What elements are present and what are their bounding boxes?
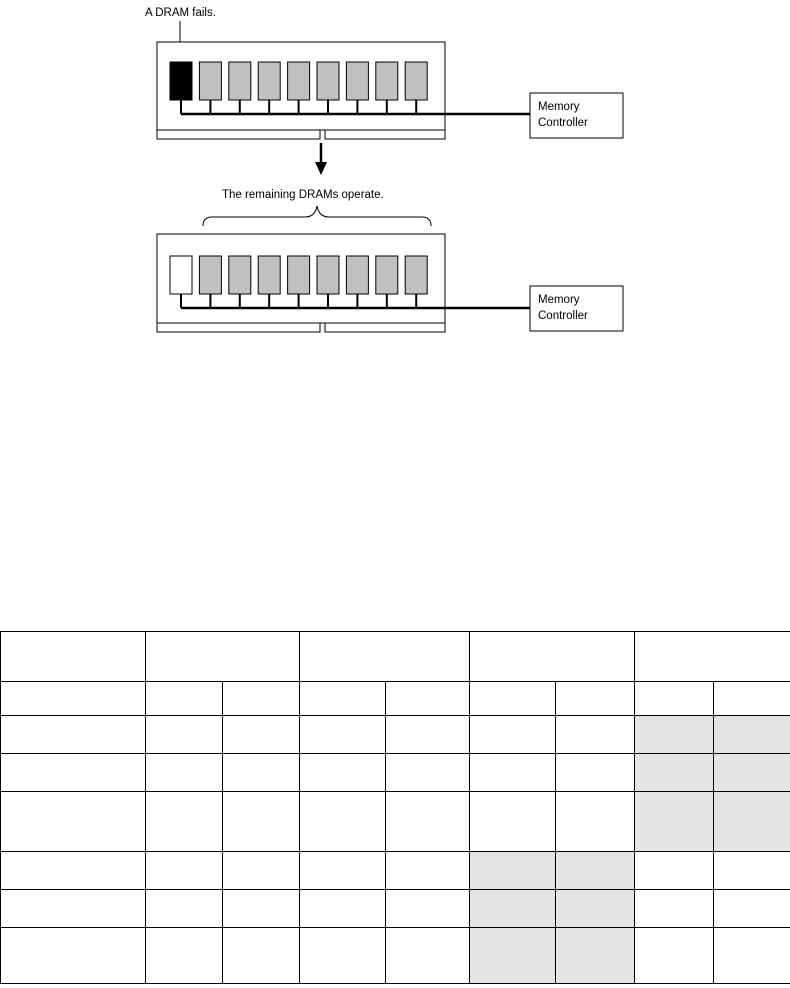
table-cell <box>556 682 635 716</box>
table-cell <box>470 890 556 928</box>
dram-chip-failed <box>170 62 192 100</box>
table-cell <box>223 928 300 984</box>
table-cell <box>223 682 300 716</box>
header-cell <box>146 632 300 682</box>
table-row <box>1 682 790 716</box>
table-cell <box>300 852 386 890</box>
dram-chip-ok <box>376 62 398 100</box>
table-cell <box>386 928 470 984</box>
table-row <box>1 792 790 852</box>
table-cell <box>146 716 223 754</box>
table-cell <box>146 754 223 792</box>
table-header-row <box>1 632 790 682</box>
table-row <box>1 852 790 890</box>
memory-controller-bottom <box>530 286 623 331</box>
header-cell <box>470 632 635 682</box>
memory-controller-label-line1: Memory <box>538 294 580 306</box>
table-cell <box>714 682 790 716</box>
table-cell <box>300 716 386 754</box>
dram-chip-ok <box>229 62 251 100</box>
dram-chip-ok <box>405 256 427 294</box>
table-cell <box>470 682 556 716</box>
dram-chip-ok <box>317 256 339 294</box>
dram-chip-ok <box>258 256 280 294</box>
table-cell <box>635 852 714 890</box>
table-cell <box>556 852 635 890</box>
table-cell <box>714 852 790 890</box>
table-cell <box>146 792 223 852</box>
table-cell <box>300 890 386 928</box>
table-cell <box>556 890 635 928</box>
header-cell <box>1 632 146 682</box>
memory-module-bottom <box>157 234 530 332</box>
table-cell <box>146 890 223 928</box>
dram-chip-ok <box>288 256 310 294</box>
table-row <box>1 716 790 754</box>
table-cell <box>1 716 146 754</box>
table-cell <box>1 682 146 716</box>
dram-chip-ok <box>376 256 398 294</box>
table-cell <box>635 928 714 984</box>
table-cell <box>386 682 470 716</box>
table-cell <box>300 928 386 984</box>
table-cell <box>386 754 470 792</box>
table-cell <box>223 716 300 754</box>
module-edge-left <box>157 323 320 332</box>
table-cell <box>470 852 556 890</box>
table-cell <box>714 928 790 984</box>
table-cell <box>223 792 300 852</box>
table-cell <box>1 890 146 928</box>
table-cell <box>714 716 790 754</box>
table-cell <box>556 754 635 792</box>
table-cell <box>1 754 146 792</box>
dram-chip-ok <box>199 256 221 294</box>
dram-chip-ok <box>199 62 221 100</box>
table-cell <box>1 852 146 890</box>
table-cell <box>223 852 300 890</box>
table-cell <box>223 890 300 928</box>
table-cell <box>556 792 635 852</box>
table-cell <box>714 890 790 928</box>
table-cell <box>635 716 714 754</box>
dram-failure-diagram <box>0 0 790 340</box>
table-cell <box>470 792 556 852</box>
table-cell <box>1 792 146 852</box>
table-cell <box>714 754 790 792</box>
table-cell <box>470 754 556 792</box>
dram-chip-ok <box>317 62 339 100</box>
table-row <box>1 890 790 928</box>
table-cell <box>635 682 714 716</box>
table-cell <box>386 890 470 928</box>
memory-controller-top <box>530 93 623 138</box>
table-cell <box>223 754 300 792</box>
table-cell <box>300 754 386 792</box>
table-cell <box>556 928 635 984</box>
table-cell <box>146 852 223 890</box>
memory-controller-label-line1: Memory <box>538 101 580 113</box>
failed-dram-annotation: A DRAM fails. <box>145 7 216 19</box>
module-edge-right <box>325 130 445 139</box>
dram-chip-ok <box>346 62 368 100</box>
dram-chip-ok <box>346 256 368 294</box>
table-cell <box>386 792 470 852</box>
table-cell <box>146 928 223 984</box>
table-cell <box>1 928 146 984</box>
dram-chip-ok <box>405 62 427 100</box>
brace <box>203 206 431 226</box>
table-cell <box>470 928 556 984</box>
memory-controller-label-line2: Controller <box>538 117 588 129</box>
table-row <box>1 928 790 984</box>
table-row <box>1 754 790 792</box>
table-cell <box>635 754 714 792</box>
memory-module-top <box>157 42 530 139</box>
header-cell <box>300 632 470 682</box>
header-cell <box>635 632 790 682</box>
table-cell <box>556 716 635 754</box>
down-arrow <box>315 143 327 175</box>
table-cell <box>470 716 556 754</box>
table-cell <box>300 792 386 852</box>
table-cell <box>386 852 470 890</box>
remaining-drams-annotation: The remaining DRAMs operate. <box>222 189 384 201</box>
shaded-grid-table <box>0 631 790 984</box>
table-cell <box>635 890 714 928</box>
module-edge-left <box>157 130 320 139</box>
dram-chip-ok <box>229 256 251 294</box>
table-cell <box>146 682 223 716</box>
table-cell <box>386 716 470 754</box>
table-cell <box>635 792 714 852</box>
module-edge-right <box>325 323 445 332</box>
dram-chip-ok <box>288 62 310 100</box>
table-cell <box>300 682 386 716</box>
dram-chip-disabled <box>170 256 192 294</box>
memory-controller-label-line2: Controller <box>538 310 588 322</box>
dram-chip-ok <box>258 62 280 100</box>
table-cell <box>714 792 790 852</box>
